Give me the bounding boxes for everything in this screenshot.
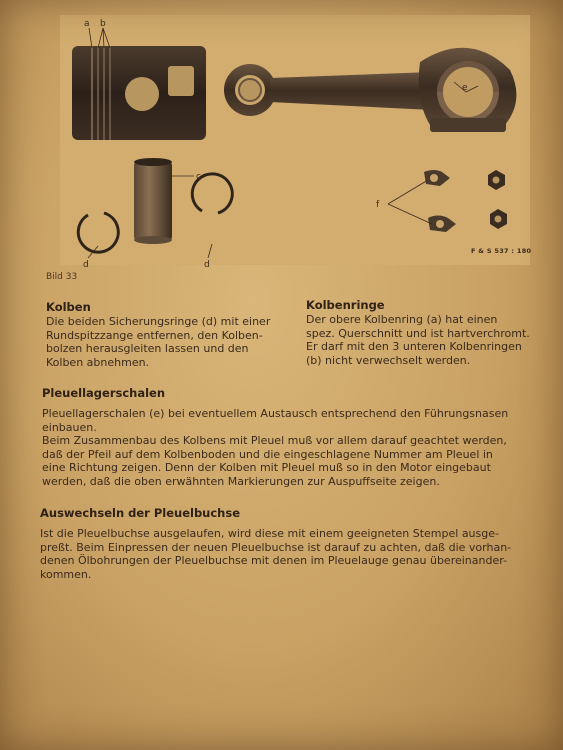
label-e: e xyxy=(462,83,468,93)
label-a: a xyxy=(84,19,90,29)
paragraph-kolben xyxy=(46,315,270,369)
text-line: einbauen. xyxy=(42,420,97,434)
text-line: kommen. xyxy=(40,567,92,581)
piston-pin xyxy=(134,158,172,244)
heading-pleuellagerschalen: Pleuellagerschalen xyxy=(42,386,166,400)
piston xyxy=(72,46,206,140)
text-line: Kolben abnehmen. xyxy=(46,355,150,369)
text-line: spez. Querschnitt und ist hartverchromt. xyxy=(306,326,530,340)
text-line: (b) nicht verwechselt werden. xyxy=(306,353,471,367)
text-line: Der obere Kolbenring (a) hat einen xyxy=(306,313,498,326)
label-d-left: d xyxy=(83,260,89,270)
label-f: f xyxy=(376,200,380,210)
text-line: preßt. Beim Einpressen der neuen Pleuelbuchse ist darauf zu achten, daß die vorhan- xyxy=(40,540,512,554)
text-line: Beim Zusammenbau des Kolbens mit Pleuel muß vor allem darauf geachtet werden, xyxy=(42,434,507,447)
text-line: Er darf mit den 3 unteren Kolbenringen xyxy=(306,340,522,353)
heading-auswechseln: Auswechseln der Pleuelbuchse xyxy=(40,506,241,520)
label-d-right: d xyxy=(204,260,210,270)
hex-nuts xyxy=(488,170,507,229)
label-c: c xyxy=(196,172,201,182)
text-line: Pleuellagerschalen (e) bei eventuellem Austausch entsprechend den Führungsnasen xyxy=(42,407,509,420)
heading-kolben: Kolben xyxy=(46,300,91,314)
heading-kolbenringe: Kolbenringe xyxy=(306,298,385,312)
text-line: Rundspitzzange entfernen, den Kolben- xyxy=(46,328,263,342)
text-line: werden, daß die oben erwähnten Markierungen zur Auspuffseite zeigen. xyxy=(42,474,440,488)
text-line: denen Ölbohrungen der Pleuelbuchse mit denen im Pleuelauge genau übereinander- xyxy=(40,554,508,567)
paragraph-pleuellagerschalen xyxy=(42,407,508,488)
text-line: eine Richtung zeigen. Denn der Kolben mit Pleuel muß so in den Motor eingebaut xyxy=(42,461,491,474)
text-line: daß der Pfeil auf dem Kolbenboden und die eingeschlagene Nummer am Pleuel in xyxy=(42,447,493,461)
paragraph-auswechseln xyxy=(40,527,511,581)
label-b: b xyxy=(100,19,106,29)
parts-illustration xyxy=(0,0,563,300)
paragraph-kolbenringe xyxy=(306,313,530,367)
figure-code: F & S 537 : 180 xyxy=(471,247,532,255)
text-line: bolzen herausgleiten lassen und den xyxy=(46,342,249,355)
connecting-rod xyxy=(224,48,516,132)
figure-caption: Bild 33 xyxy=(46,272,78,282)
text-line: Die beiden Sicherungsringe (d) mit einer xyxy=(46,315,271,328)
text-line: Ist die Pleuelbuchse ausgelaufen, wird diese mit einem geeigneten Stempel ausge- xyxy=(40,527,499,540)
